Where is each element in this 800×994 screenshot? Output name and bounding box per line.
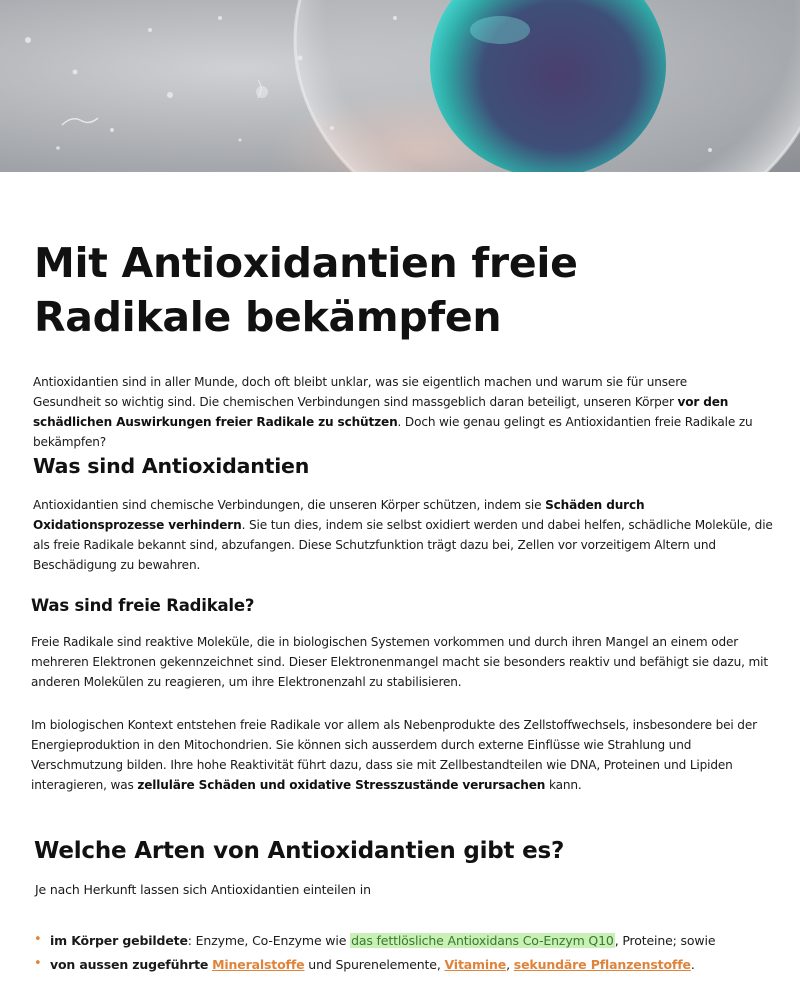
arten-intro: Je nach Herkunft lassen sich Antioxidantien einteilen in [35, 882, 371, 897]
bullet-dot-icon: • [34, 932, 42, 947]
link-sekundaere-pflanzenstoffe[interactable]: sekundäre Pflanzenstoffe [513, 957, 691, 972]
antioxidant-types-list [34, 929, 774, 977]
list-item: • von aussen zugeführte Mineralstoffe und Spurenelemente, Vitamine, sekundäre Pflanzenstoffe. [34, 953, 774, 977]
heading-was-sind-freie-radikale: Was sind freie Radikale? [31, 596, 255, 615]
heading-welche-arten: Welche Arten von Antioxidantien gibt es? [34, 838, 565, 864]
radikale-paragraph-1: Freie Radikale sind reaktive Moleküle, die in biologischen Systemen vorkommen und durch ihren Mangel an einem oder mehreren Elektronen gekennzeichnet sind. Dieser Elektronenmangel macht sie besonders reaktiv und befähigt sie dazu, mit anderen Molekülen zu reagieren, um ihre Elektronenzahl zu stabilisieren. [31, 635, 768, 689]
intro-paragraph: Antioxidantien sind in aller Munde, doch oft bleibt unklar, was sie eigentlich machen und warum sie für unsere Gesundheit so wichtig sind. Die chemischen Verbindungen sind massgeblich daran beteiligt, unseren Körper vor den schädlichen Auswirkungen freier Radikale zu schützen. Doch wie genau gelingt es Antioxidantien freie Radikale zu bekämpfen? [33, 375, 753, 449]
hero-image [0, 0, 800, 172]
heading-was-sind-antioxidantien: Was sind Antioxidantien [33, 454, 310, 478]
radikale-paragraph-2: Im biologischen Kontext entstehen freie Radikale vor allem als Nebenprodukte des Zellstoffwechsels, insbesondere bei der Energieproduktion in den Mitochondrien. Sie können sich ausserdem durch externe Einflüsse wie Strahlung und Verschmutzung bilden. Ihre hohe Reaktivität führt dazu, dass sie mit Zellbestandteilen wie DNA, Proteinen und Lipiden interagieren, was zelluläre Schäden und oxidative Stresszustände verursachen kann. [31, 718, 757, 792]
antioxidantien-paragraph: Antioxidantien sind chemische Verbindungen, die unseren Körper schützen, indem sie Schäden durch Oxidationsprozesse verhindern. Sie tun dies, indem sie selbst oxidiert werden und dabei helfen, schädliche Moleküle, die als freie Radikale bekannt sind, abzufangen. Diese Schutzfunktion trägt dazu bei, Zellen vor vorzeitigem Altern und Beschädigung zu bewahren. [33, 498, 773, 572]
link-vitamine[interactable]: Vitamine [444, 957, 507, 972]
highlighted-text: das fettlösliche Antioxidans Co-Enzym Q10 [351, 933, 614, 948]
bullet-dot-icon: • [34, 956, 42, 971]
cell-illustration [0, 0, 800, 172]
link-mineralstoffe[interactable]: Mineralstoffe [212, 957, 305, 972]
page-title: Mit Antioxidantien freie Radikale bekämpfen [34, 239, 578, 341]
list-item: • im Körper gebildete: Enzyme, Co-Enzyme wie das fettlösliche Antioxidans Co-Enzym Q10, Proteine; sowie [34, 929, 774, 953]
